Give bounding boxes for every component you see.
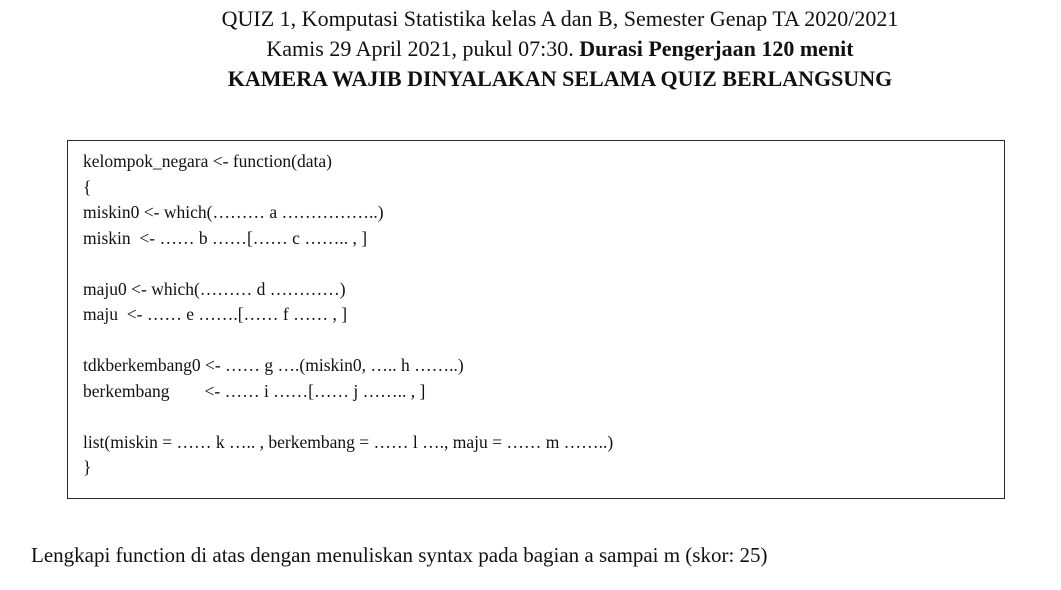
quiz-schedule: Kamis 29 April 2021, pukul 07:30. [266,36,580,61]
code-line-close-brace: } [83,457,92,477]
quiz-title: QUIZ 1, Komputasi Statistika kelas A dan B, Semester Genap TA 2020/2021 [221,6,899,31]
code-line-maju0: maju0 <- which(……… d …………) [83,278,346,299]
code-line-tdkberkembang0: tdkberkembang0 <- …… g ….(miskin0, ….. h ……..) [83,355,464,375]
code-line-miskin0: miskin0 <- which(……… a ……………..) [83,202,384,222]
code-box [67,140,1005,499]
quiz-schedule-line [0,34,1061,64]
code-line-open-brace: { [83,176,92,197]
quiz-duration: Durasi Pengerjaan 120 menit [579,36,854,61]
instruction-text: Lengkapi function di atas dengan menuliskan syntax pada bagian a sampai m (skor: 25) [31,543,768,567]
code-line-list: list(miskin = …… k ….. , berkembang = …… l …., maju = …… m ……..) [83,431,614,452]
code-line-miskin: miskin <- …… b ……[…… c …….. , ] [83,227,368,248]
code-line-berkembang: berkembang <- …… i ……[…… j …….. , ] [83,380,426,401]
code-line-blank [83,328,613,354]
code-lines [83,149,613,481]
code-line-function: kelompok_negara <- function(data) [83,151,332,171]
code-line-blank [83,251,613,277]
code-line-maju: maju <- …… e …….[…… f …… , ] [83,304,348,324]
quiz-header [0,4,1061,94]
code-line-blank [83,404,613,430]
camera-notice: KAMERA WAJIB DINYALAKAN SELAMA QUIZ BERLANGSUNG [227,66,893,91]
